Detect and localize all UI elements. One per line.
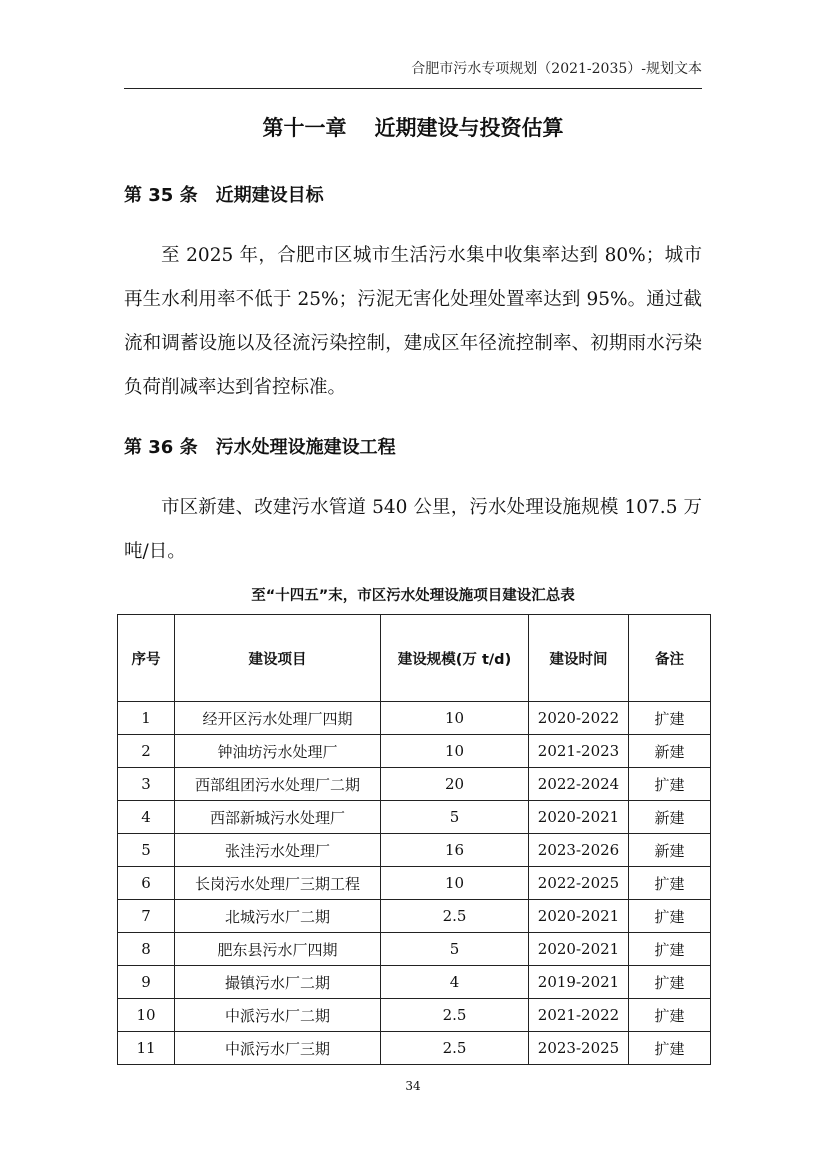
article-35-body: 至 2025 年，合肥市区城市生活污水集中收集率达到 80%；城市再生水利用率不低于 25%；污泥无害化处理处置率达到 95%。通过截流和调蓄设施以及径流污染控制，建成区年径流控制率、初期雨水污染负荷削减率达到省控标准。 xyxy=(124,245,702,398)
cell-scale: 10 xyxy=(381,867,529,900)
cell-remark: 扩建 xyxy=(629,702,711,735)
chapter-number: 第十一章 xyxy=(262,116,347,140)
table-row xyxy=(118,768,711,801)
cell-index: 7 xyxy=(118,900,175,933)
header-scale: 建设规模(万 t/d) xyxy=(381,615,529,702)
cell-scale: 5 xyxy=(381,933,529,966)
cell-remark: 新建 xyxy=(629,735,711,768)
cell-scale: 16 xyxy=(381,834,529,867)
cell-project: 肥东县污水厂四期 xyxy=(175,933,381,966)
cell-period: 2023-2026 xyxy=(529,834,629,867)
cell-remark: 扩建 xyxy=(629,768,711,801)
cell-scale: 20 xyxy=(381,768,529,801)
table-header-row xyxy=(118,615,711,702)
table-row xyxy=(118,735,711,768)
table-row xyxy=(118,801,711,834)
cell-project: 张洼污水处理厂 xyxy=(175,834,381,867)
cell-period: 2023-2025 xyxy=(529,1032,629,1065)
cell-period: 2019-2021 xyxy=(529,966,629,999)
table-row xyxy=(118,933,711,966)
cell-remark: 新建 xyxy=(629,801,711,834)
cell-index: 1 xyxy=(118,702,175,735)
cell-period: 2021-2022 xyxy=(529,999,629,1032)
cell-project: 经开区污水处理厂四期 xyxy=(175,702,381,735)
article-35-number: 第 35 条 xyxy=(124,185,198,206)
cell-project: 中派污水厂三期 xyxy=(175,1032,381,1065)
cell-project: 长岗污水处理厂三期工程 xyxy=(175,867,381,900)
article-35-heading xyxy=(124,181,324,207)
cell-project: 北城污水厂二期 xyxy=(175,900,381,933)
cell-remark: 扩建 xyxy=(629,966,711,999)
cell-remark: 扩建 xyxy=(629,933,711,966)
cell-index: 2 xyxy=(118,735,175,768)
header-project: 建设项目 xyxy=(175,615,381,702)
cell-index: 11 xyxy=(118,1032,175,1065)
article-36-title: 污水处理设施建设工程 xyxy=(215,437,396,458)
cell-scale: 10 xyxy=(381,735,529,768)
cell-remark: 扩建 xyxy=(629,867,711,900)
page-number: 34 xyxy=(405,1079,421,1093)
cell-scale: 2.5 xyxy=(381,999,529,1032)
cell-period: 2020-2021 xyxy=(529,900,629,933)
table-row xyxy=(118,1032,711,1065)
project-summary-table xyxy=(117,614,711,1065)
cell-index: 3 xyxy=(118,768,175,801)
cell-period: 2021-2023 xyxy=(529,735,629,768)
article-35-title: 近期建设目标 xyxy=(215,185,324,206)
cell-index: 4 xyxy=(118,801,175,834)
table-row xyxy=(118,966,711,999)
article-36-number: 第 36 条 xyxy=(124,437,198,458)
running-header: 合肥市污水专项规划（2021-2035）-规划文本 xyxy=(411,61,702,77)
cell-index: 6 xyxy=(118,867,175,900)
cell-index: 5 xyxy=(118,834,175,867)
table-row xyxy=(118,702,711,735)
cell-project: 钟油坊污水处理厂 xyxy=(175,735,381,768)
table-row xyxy=(118,834,711,867)
cell-scale: 4 xyxy=(381,966,529,999)
cell-scale: 5 xyxy=(381,801,529,834)
cell-scale: 2.5 xyxy=(381,1032,529,1065)
cell-scale: 10 xyxy=(381,702,529,735)
cell-index: 9 xyxy=(118,966,175,999)
cell-period: 2020-2021 xyxy=(529,933,629,966)
header-divider xyxy=(124,88,702,89)
cell-period: 2022-2024 xyxy=(529,768,629,801)
cell-remark: 扩建 xyxy=(629,999,711,1032)
cell-period: 2020-2022 xyxy=(529,702,629,735)
header-index: 序号 xyxy=(118,615,175,702)
chapter-heading xyxy=(0,112,826,142)
article-36-heading xyxy=(124,433,396,459)
cell-project: 西部新城污水处理厂 xyxy=(175,801,381,834)
cell-remark: 新建 xyxy=(629,834,711,867)
article-36-body: 市区新建、改建污水管道 540 公里，污水处理设施规模 107.5 万吨/日。 xyxy=(124,497,702,562)
cell-period: 2022-2025 xyxy=(529,867,629,900)
cell-remark: 扩建 xyxy=(629,900,711,933)
cell-remark: 扩建 xyxy=(629,1032,711,1065)
cell-period: 2020-2021 xyxy=(529,801,629,834)
cell-index: 8 xyxy=(118,933,175,966)
table-row xyxy=(118,900,711,933)
header-remark: 备注 xyxy=(629,615,711,702)
table-row xyxy=(118,999,711,1032)
cell-project: 西部组团污水处理厂二期 xyxy=(175,768,381,801)
cell-project: 撮镇污水厂二期 xyxy=(175,966,381,999)
table-row xyxy=(118,867,711,900)
table-title: 至“十四五”末，市区污水处理设施项目建设汇总表 xyxy=(251,588,575,604)
cell-project: 中派污水厂二期 xyxy=(175,999,381,1032)
cell-index: 10 xyxy=(118,999,175,1032)
cell-scale: 2.5 xyxy=(381,900,529,933)
chapter-title: 近期建设与投资估算 xyxy=(374,116,564,140)
header-period: 建设时间 xyxy=(529,615,629,702)
